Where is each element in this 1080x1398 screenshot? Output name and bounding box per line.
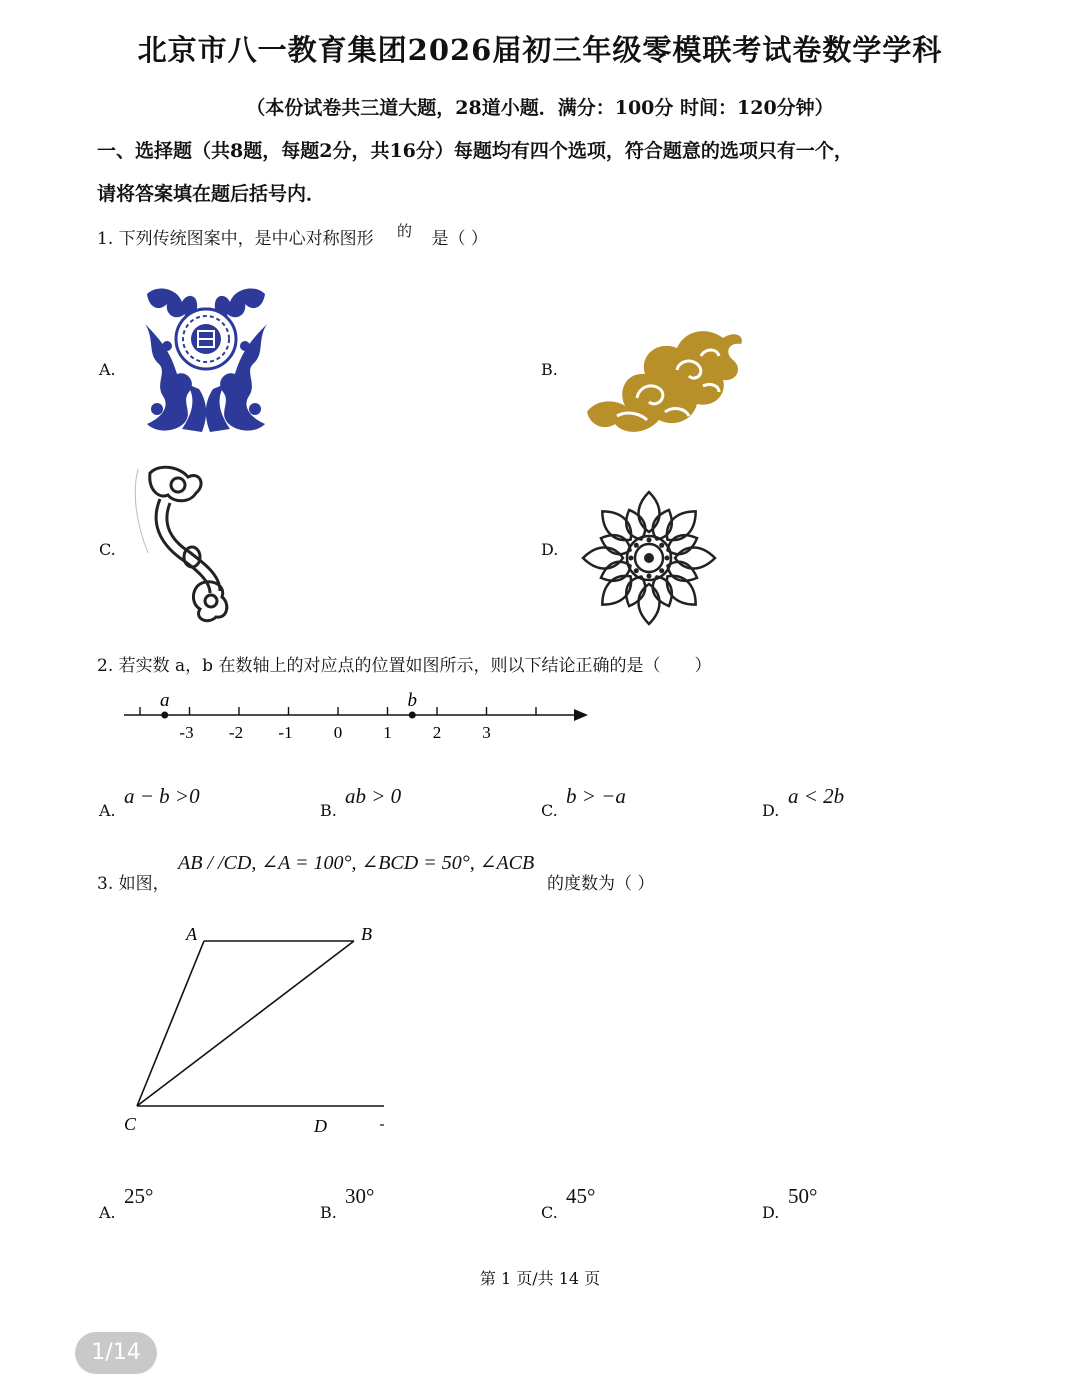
q2-option-d-expr: a < 2b bbox=[788, 784, 845, 808]
number-line-point-a-label: a bbox=[160, 690, 170, 711]
q1-option-b-label: B. bbox=[541, 360, 558, 379]
number-line-point-b bbox=[409, 712, 416, 719]
section-heading-line1: 一、选择题（共8题，每题2分，共16分）每题均有四个选项，符合题意的选项只有一个， bbox=[97, 140, 853, 162]
q3-option-d-value: 50° bbox=[788, 1184, 818, 1208]
q2-option-d-label: D. bbox=[762, 801, 780, 820]
question-3-stem-math: AB / /CD, ∠A = 100°, ∠BCD = 50°, ∠ACB bbox=[178, 852, 535, 874]
question-1-stem-b: 是（ ） bbox=[431, 229, 488, 249]
question-3-stem-a: 3. 如图， bbox=[97, 874, 170, 894]
q1-option-c-label: C. bbox=[99, 540, 116, 559]
vertex-d-label: D bbox=[314, 1116, 327, 1136]
segment-bc bbox=[137, 941, 354, 1106]
number-line-point-a bbox=[161, 712, 168, 719]
question-2-stem: 2. 若实数 a，b 在数轴上的对应点的位置如图所示，则以下结论正确的是（ ） bbox=[97, 656, 712, 676]
geometry-figure bbox=[118, 920, 398, 1146]
vertex-a-label: A bbox=[186, 924, 197, 944]
q3-option-c-value: 45° bbox=[566, 1184, 596, 1208]
ruyi-pattern-icon bbox=[130, 463, 230, 629]
q2-option-a-expr: a − b >0 bbox=[124, 784, 200, 808]
exam-title: 北京市八一教育集团2026届初三年级零模联考试卷数学学科 bbox=[137, 33, 943, 67]
number-line-tick-label: 3 bbox=[482, 723, 491, 742]
number-line-tick-label: -3 bbox=[179, 723, 194, 742]
number-line-arrow bbox=[574, 709, 588, 721]
q2-option-c-expr: b > −a bbox=[566, 784, 626, 808]
q1-option-d-label: D. bbox=[541, 540, 559, 559]
number-line-tick-label: 0 bbox=[333, 723, 343, 742]
q2-option-a-label: A. bbox=[99, 801, 116, 820]
vertex-b-label: B bbox=[361, 924, 372, 944]
exam-subtitle: （本份试卷共三道大题，28道小题．满分：100分 时间：120分钟） bbox=[246, 97, 834, 119]
question-1-stem bbox=[97, 224, 488, 249]
question-1-stem-sup: 的 bbox=[397, 222, 413, 240]
dragon-pattern-icon bbox=[137, 284, 275, 440]
number-line-point-b-label: b bbox=[407, 690, 417, 711]
lotus-pattern-icon bbox=[581, 490, 717, 630]
q2-option-b-expr: ab > 0 bbox=[345, 784, 402, 808]
vertex-c-label: C bbox=[124, 1114, 137, 1134]
q2-option-b-label: B. bbox=[320, 801, 337, 820]
number-line-tick-label: -2 bbox=[228, 723, 244, 742]
q3-option-b-value: 30° bbox=[345, 1184, 375, 1208]
q3-option-a-label: A. bbox=[99, 1203, 116, 1222]
question-1-stem-a: 1. 下列传统图案中，是中心对称图形 bbox=[97, 229, 374, 249]
page-indicator[interactable]: 1/14 bbox=[75, 1332, 157, 1374]
question-3-stem-b: 的度数为（ ） bbox=[547, 874, 655, 894]
q3-option-a-value: 25° bbox=[124, 1184, 154, 1208]
section-heading-line2: 请将答案填在题后括号内． bbox=[97, 183, 326, 205]
number-line bbox=[118, 688, 598, 752]
q1-option-a-label: A. bbox=[99, 360, 116, 379]
q3-option-d-label: D. bbox=[762, 1203, 780, 1222]
q3-option-b-label: B. bbox=[320, 1203, 337, 1222]
number-line-tick-label: -1 bbox=[278, 723, 293, 742]
cloud-pattern-icon bbox=[577, 320, 745, 442]
page-footer: 第 1 页/共 14 页 bbox=[479, 1269, 601, 1288]
q3-option-c-label: C. bbox=[541, 1203, 558, 1222]
q2-option-c-label: C. bbox=[541, 801, 558, 820]
number-line-tick-label: 1 bbox=[383, 723, 392, 742]
number-line-tick-label: 2 bbox=[432, 723, 442, 742]
